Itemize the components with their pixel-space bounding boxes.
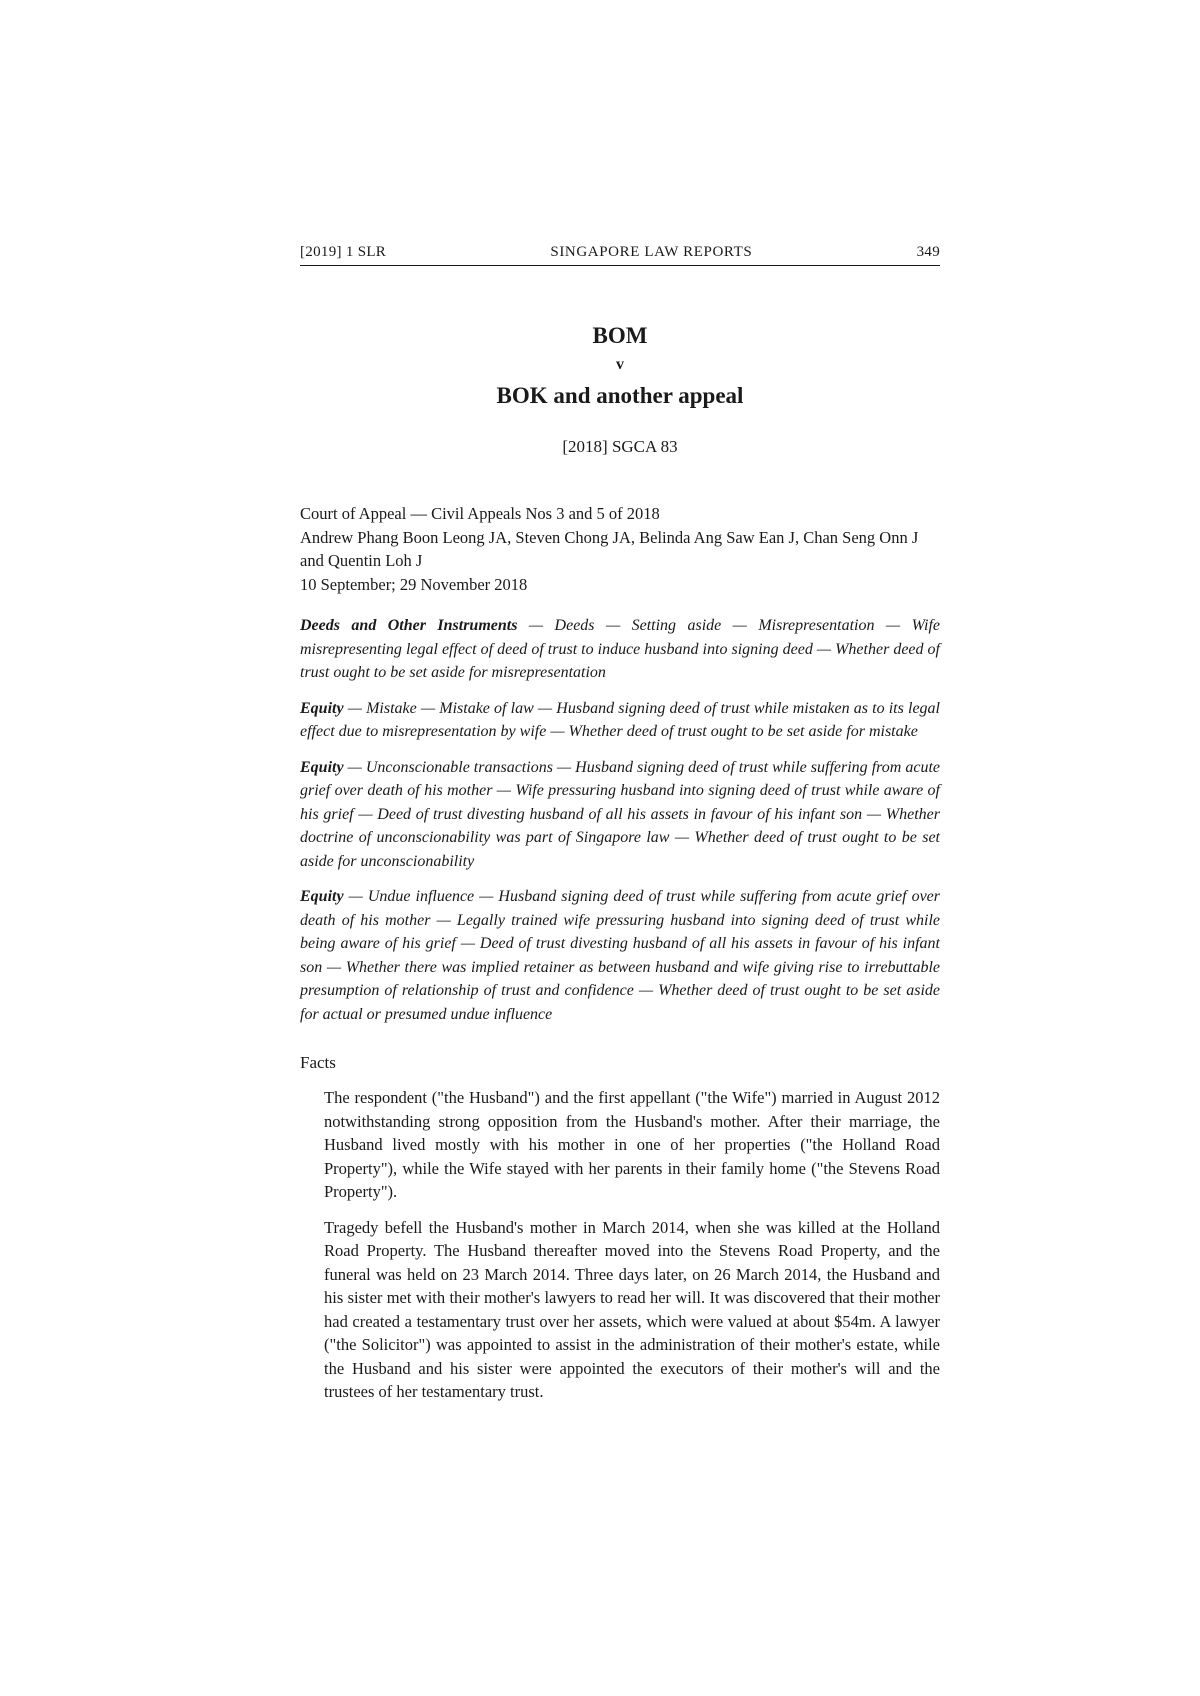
case-versus: v: [616, 356, 624, 373]
coram: Andrew Phang Boon Leong JA, Steven Chong JA, Belinda Ang Saw Ean J, Chan Seng Onn J and Quentin Loh J: [300, 527, 919, 570]
catchword-paragraph: [300, 697, 940, 744]
facts-paragraph: Tragedy befell the Husband's mother in March 2014, when she was killed at the Holland Road Property. The Husband thereafter moved into the Stevens Road Property, and the funeral was held on 23 March 2014. Three days later, on 26 March 2014, the Husband and his sister met with their mother's lawyers to read her will. It was discovered that their mother had created a testamentary trust over her assets, which were valued at about $54m. A lawyer ("the Solicitor") was appointed to assist in the administration of their mother's estate, while the Husband and his sister were appointed the executors of their mother's will and the trustees of her testamentary trust.: [324, 1217, 940, 1401]
facts-paragraph: The respondent ("the Husband") and the first appellant ("the Wife") married in August 2012 notwithstanding strong opposition from the Husband's mother. After their marriage, the Husband lived mostly with his mother in one of her properties ("the Holland Road Property"), while the Wife stayed with her parents in their family home ("the Stevens Road Property").: [324, 1088, 940, 1201]
catchword-subject: Equity: [300, 758, 344, 776]
catchwords: [300, 614, 940, 1026]
catchword-text: — Unconscionable transactions — Husband signing deed of trust while suffering from acute grief over death of his mother — Wife pressuring husband into signing deed of trust while aware of his grief — Deed of trust divesting husband of all his assets in favour of his infant son — Whether doctrine of unconscionability was part of Singapore law — Whether deed of trust ought to be set aside for unconscionability: [300, 758, 940, 870]
court-details: [300, 502, 940, 596]
report-series-title: SINGAPORE LAW REPORTS: [550, 244, 753, 260]
law-report-page: [300, 244, 940, 1404]
catchword-subject: Equity: [300, 888, 344, 905]
catchword-subject: Equity: [300, 699, 344, 717]
catchword-text: — Deeds — Setting aside — Misrepresentation — Wife misrepresenting legal effect of deed of trust to induce husband into signing deed — Whether deed of trust ought to be set aside for misrepresentation: [300, 617, 941, 681]
catchword-text: — Mistake — Mistake of law — Husband signing deed of trust while mistaken as to its legal effect due to misrepresentation by wife — Whether deed of trust ought to be set aside for mistake: [300, 699, 940, 740]
case-party-appellant: BOM: [592, 323, 648, 348]
page-number: 349: [916, 244, 940, 260]
facts-heading: Facts: [300, 1053, 336, 1072]
case-party-respondent: BOK and another appeal: [496, 383, 744, 408]
catchword-paragraph: [300, 756, 940, 874]
hearing-dates: 10 September; 29 November 2018: [300, 574, 528, 594]
court-and-case-numbers: Court of Appeal — Civil Appeals Nos 3 and 5 of 2018: [300, 504, 660, 523]
catchword-subject: Deeds and Other Instruments: [300, 617, 518, 634]
report-volume: [2019] 1 SLR: [300, 244, 387, 260]
catchword-paragraph: [300, 614, 940, 685]
catchword-paragraph: [300, 885, 940, 1026]
catchword-text: — Undue influence — Husband signing deed of trust while suffering from acute grief over death of his mother — Legally trained wife pressuring husband into signing deed of trust while being aware of his grief — Deed of trust divesting husband of all his assets in favour of his infant son — Whether there was implied retainer as between husband and wife giving rise to irrebuttable presumption of relationship of trust and confidence — Whether deed of trust ought to be set aside for actual or presumed undue influence: [300, 888, 940, 1023]
neutral-citation: [2018] SGCA 83: [562, 437, 678, 456]
running-head: [300, 244, 940, 266]
